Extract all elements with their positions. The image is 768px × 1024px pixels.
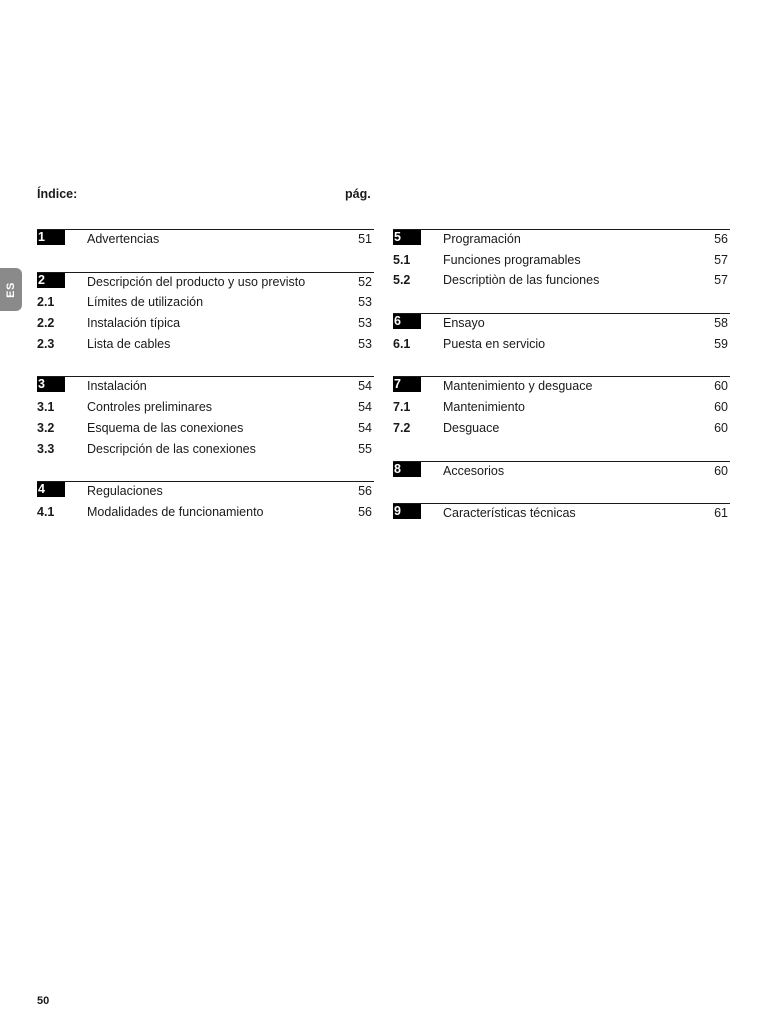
toc-entry-page: 57	[714, 252, 728, 267]
toc-entry-number: 3.1	[37, 400, 55, 415]
toc-section	[393, 229, 730, 292]
toc-entry-number: 3	[37, 377, 65, 392]
language-tab-label: ES	[5, 281, 17, 298]
toc-section	[393, 376, 730, 439]
toc-entry-number: 5.1	[393, 252, 411, 267]
toc-subsection-row[interactable]	[393, 335, 730, 356]
page-column-label: pág.	[345, 187, 371, 201]
toc-entry-title: Accesorios	[443, 463, 505, 478]
toc-entry-title: Descriptiòn de las funciones	[443, 273, 600, 288]
toc-entry-title: Descripción del producto y uso previsto	[87, 274, 306, 289]
toc-section	[37, 376, 374, 460]
toc-chapter-row[interactable]	[37, 229, 374, 251]
toc-chapter-row[interactable]	[393, 376, 730, 398]
toc-entry-title: Características técnicas	[443, 506, 576, 521]
toc-entry-title: Instalación típica	[87, 316, 181, 331]
toc-chapter-row[interactable]	[37, 272, 374, 294]
toc-chapter-row[interactable]	[393, 313, 730, 335]
toc-entry-number: 2.1	[37, 295, 55, 310]
toc-entry-page: 54	[358, 420, 372, 435]
toc-entry-title: Funciones programables	[443, 252, 581, 267]
toc-subsection-row[interactable]	[37, 314, 374, 335]
toc-section	[393, 461, 730, 483]
toc-entry-title: Mantenimiento y desguace	[443, 379, 593, 394]
toc-subsection-row[interactable]	[37, 503, 374, 524]
toc-entry-number: 6.1	[393, 336, 411, 351]
toc-entry-number: 4	[37, 482, 65, 497]
toc-entry-number: 3.3	[37, 441, 55, 456]
toc-title: Índice:	[37, 187, 78, 201]
toc-entry-number: 5.2	[393, 273, 411, 288]
toc-entry-page: 60	[714, 420, 728, 435]
toc-section	[37, 229, 374, 251]
toc-entry-number: 4.1	[37, 504, 55, 519]
toc-entry-number: 8	[393, 462, 421, 477]
toc-entry-page: 53	[358, 295, 372, 310]
toc-entry-page: 60	[714, 463, 728, 478]
toc-chapter-row[interactable]	[393, 461, 730, 483]
toc-entry-title: Advertencias	[87, 232, 160, 246]
toc-entry-page: 52	[358, 274, 372, 289]
toc-entry-number: 7	[393, 377, 421, 392]
toc-entry-number: 9	[393, 504, 421, 519]
toc-subsection-row[interactable]	[393, 271, 730, 292]
toc-entry-number: 7.2	[393, 420, 411, 435]
toc-entry-title: Regulaciones	[87, 484, 163, 499]
toc-subsection-row[interactable]	[37, 419, 374, 440]
toc-entry-title: Controles preliminares	[87, 400, 213, 415]
language-tab	[0, 268, 22, 311]
toc-entry-page: 58	[714, 316, 728, 331]
toc-entry-page: 53	[358, 336, 372, 351]
toc-entry-number: 6	[393, 314, 421, 329]
toc-entry-page: 57	[714, 273, 728, 288]
toc-entry-page: 56	[714, 232, 728, 246]
toc-entry-number: 2.2	[37, 316, 55, 331]
toc-subsection-row[interactable]	[393, 398, 730, 419]
toc-entry-number: 5	[393, 230, 421, 245]
toc-entry-title: Modalidades de funcionamiento	[87, 504, 264, 519]
toc-entry-number: 2.3	[37, 336, 55, 351]
toc-subsection-row[interactable]	[37, 293, 374, 314]
toc-subsection-row[interactable]	[37, 440, 374, 461]
toc-entry-number: 7.1	[393, 400, 411, 415]
toc-entry-page: 51	[358, 232, 372, 246]
toc-section	[393, 503, 730, 525]
toc-chapter-row[interactable]	[37, 481, 374, 503]
toc-entry-title: Descripción de las conexiones	[87, 441, 256, 456]
toc-entry-title: Programación	[443, 232, 521, 246]
toc-entry-page: 55	[358, 441, 372, 456]
toc-entry-title: Ensayo	[443, 316, 485, 331]
toc-entry-number: 3.2	[37, 420, 55, 435]
toc-entry-title: Esquema de las conexiones	[87, 420, 244, 435]
toc-section	[393, 313, 730, 355]
toc-entry-title: Instalación	[87, 379, 147, 394]
toc-entry-page: 54	[358, 379, 372, 394]
toc-entry-title: Lista de cables	[87, 336, 171, 351]
toc-subsection-row[interactable]	[37, 398, 374, 419]
toc-left-column	[37, 229, 374, 545]
toc-subsection-row[interactable]	[393, 251, 730, 272]
toc-entry-page: 60	[714, 379, 728, 394]
toc-section	[37, 272, 374, 356]
toc-entry-page: 56	[358, 484, 372, 499]
toc-entry-number: 1	[37, 230, 65, 245]
toc-entry-title: Mantenimiento	[443, 400, 525, 415]
toc-entry-title: Puesta en servicio	[443, 336, 546, 351]
toc-entry-title: Desguace	[443, 420, 500, 435]
toc-chapter-row[interactable]	[393, 503, 730, 525]
footer-page-number: 50	[37, 995, 50, 1007]
toc-entry-title: Límites de utilización	[87, 295, 204, 310]
toc-subsection-row[interactable]	[37, 335, 374, 356]
toc-right-column	[393, 229, 730, 546]
toc-entry-page: 59	[714, 336, 728, 351]
toc-entry-page: 61	[714, 506, 728, 521]
toc-section	[37, 481, 374, 523]
toc-entry-number: 2	[37, 273, 65, 288]
toc-entry-page: 56	[358, 504, 372, 519]
toc-entry-page: 54	[358, 400, 372, 415]
toc-subsection-row[interactable]	[393, 419, 730, 440]
toc-chapter-row[interactable]	[37, 376, 374, 398]
toc-chapter-row[interactable]	[393, 229, 730, 251]
toc-entry-page: 60	[714, 400, 728, 415]
toc-entry-page: 53	[358, 316, 372, 331]
